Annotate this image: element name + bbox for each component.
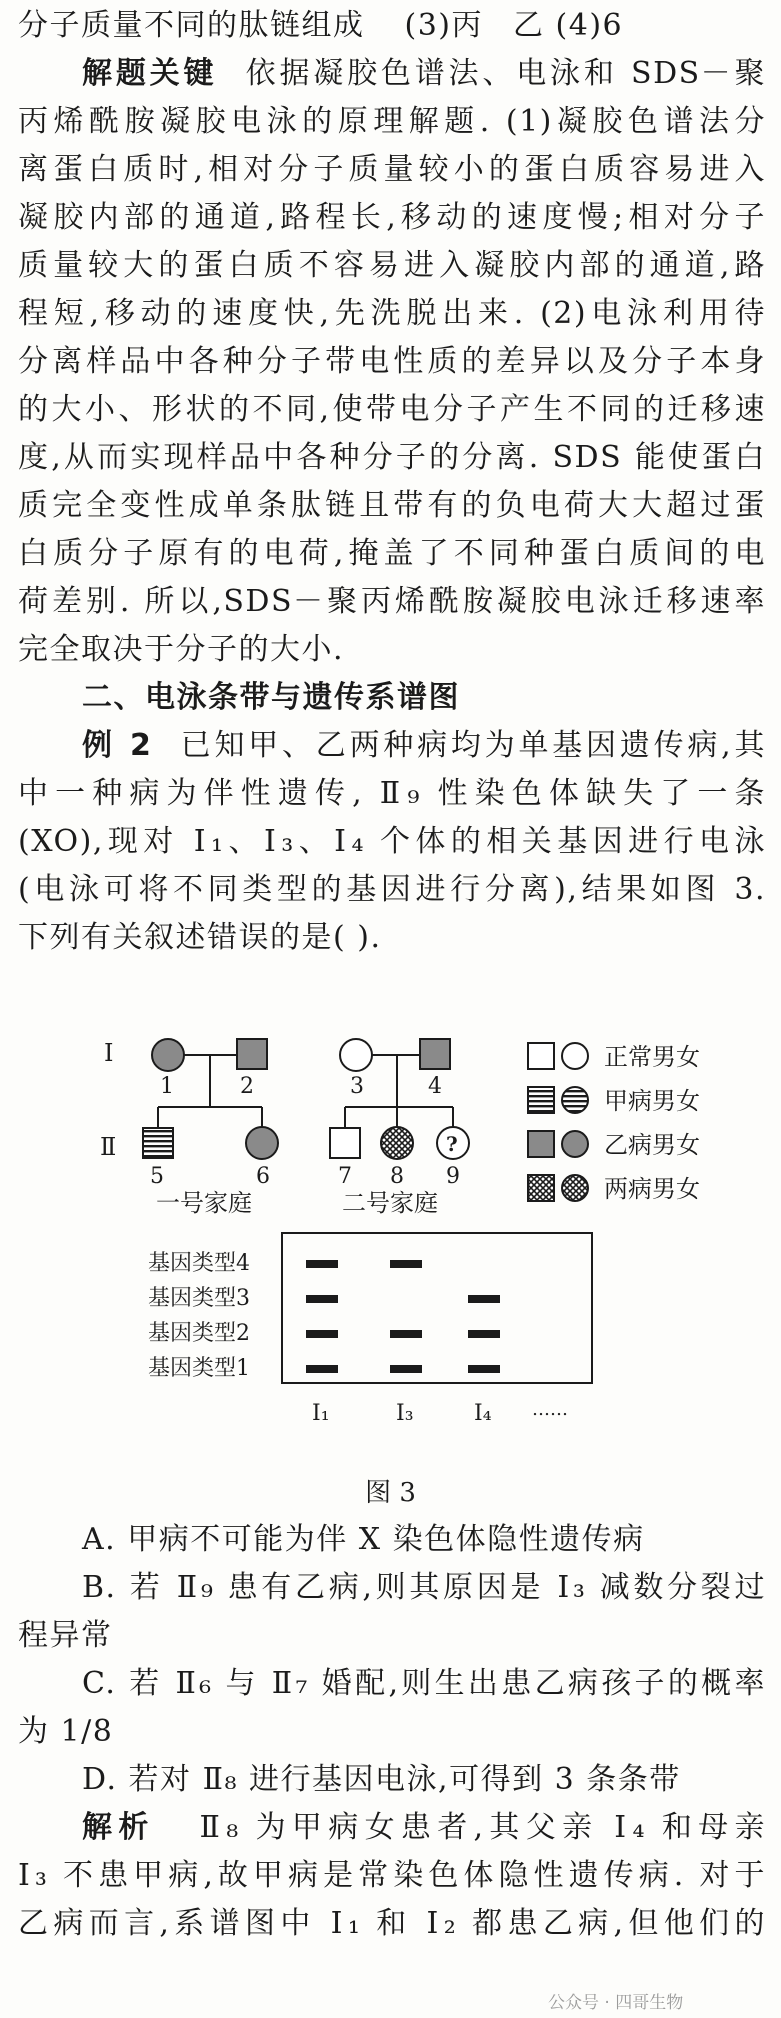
option-b-cont: 程异常 — [18, 1618, 113, 1653]
text-line — [18, 4, 766, 48]
gel-band — [390, 1260, 422, 1268]
text-line: 中一种病为伴性遗传, Ⅱ₉ 性染色体缺失了一条 — [18, 776, 766, 811]
text-line — [82, 52, 766, 96]
text-line: 乙病而言,系谱图中 Ⅰ₁ 和 Ⅰ₂ 都患乙病,但他们的 — [18, 1906, 766, 1941]
legend-both-diseases-male-icon — [528, 1175, 554, 1201]
text-line: 质量较大的蛋白质不容易进入凝胶内部的通道,路 — [18, 248, 766, 283]
individual-II7 — [330, 1128, 360, 1158]
text-span: Ⅱ₈ 为甲病女患者,其父亲 Ⅰ₄ 和母亲 — [194, 1810, 766, 1845]
option-c: C. 若 Ⅱ₆ 与 Ⅱ₇ 婚配,则生出患乙病孩子的概率 — [82, 1666, 766, 1701]
legend-disease-b-female-icon — [562, 1131, 588, 1157]
id-label: 3 — [350, 1074, 364, 1099]
option-b: B. 若 Ⅱ₉ 患有乙病,则其原因是 Ⅰ₃ 减数分裂过 — [82, 1570, 766, 1605]
key-heading: 解题关键 — [82, 56, 218, 91]
legend-label: 两病男女 — [604, 1175, 700, 1203]
figure-caption: 图 3 — [365, 1478, 416, 1508]
id-label: 1 — [160, 1074, 174, 1099]
legend-label: 甲病男女 — [604, 1087, 700, 1115]
id-label: 2 — [240, 1074, 254, 1099]
individual-I3 — [340, 1039, 372, 1071]
electrophoresis-gel — [148, 1233, 592, 1426]
gel-band — [306, 1295, 338, 1303]
text-span: 乙 (4)6 — [513, 8, 624, 43]
gel-lane-label: Ⅰ₃ — [396, 1401, 414, 1426]
text-line: 完全取决于分子的大小. — [18, 632, 345, 667]
gel-band — [468, 1295, 500, 1303]
text-line: (XO),现对 Ⅰ₁、Ⅰ₃、Ⅰ₄ 个体的相关基因进行电泳 — [18, 824, 766, 859]
legend-label: 正常男女 — [604, 1043, 700, 1071]
gel-band — [306, 1260, 338, 1268]
text-line: (电泳可将不同类型的基因进行分离),结果如图 3. — [18, 872, 766, 907]
text-line: 荷差别. 所以,SDS－聚丙烯酰胺凝胶电泳迁移速率 — [18, 584, 766, 619]
gel-lane-label: …… — [532, 1399, 568, 1420]
gel-row-label: 基因类型3 — [148, 1286, 250, 1311]
legend-normal-female-icon — [562, 1043, 588, 1069]
text-line: 分离样品中各种分子带电性质的差异以及分子本身 — [18, 344, 766, 379]
individual-I1 — [152, 1039, 184, 1071]
id-label: 4 — [428, 1074, 442, 1099]
text-line: Ⅰ₃ 不患甲病,故甲病是常染色体隐性遗传病. 对于 — [18, 1858, 766, 1893]
text-span: (3)丙 — [404, 8, 483, 43]
gel-lane-label: Ⅰ₁ — [312, 1401, 330, 1426]
legend — [528, 1043, 700, 1203]
text-line: 离蛋白质时,相对分子质量较小的蛋白质容易进入 — [18, 152, 766, 187]
text-line: 度,从而实现样品中各种分子的分离. SDS 能使蛋白 — [18, 440, 766, 475]
text-line: 的大小、形状的不同,使带电分子产生不同的迁移速 — [18, 392, 766, 427]
legend-label: 乙病男女 — [604, 1131, 700, 1159]
id-label: 5 — [150, 1164, 164, 1189]
id-label: 7 — [338, 1164, 352, 1189]
individual-II5 — [143, 1128, 173, 1158]
unknown-mark: ? — [446, 1132, 458, 1156]
text-line — [82, 1806, 766, 1850]
family-1-label: 一号家庭 — [156, 1189, 252, 1217]
option-d: D. 若对 Ⅱ₈ 进行基因电泳,可得到 3 条条带 — [82, 1762, 681, 1797]
option-a: A. 甲病不可能为伴 X 染色体隐性遗传病 — [82, 1522, 645, 1557]
example-label: 例 2 — [82, 728, 153, 763]
pedigree-figure — [0, 1035, 781, 1475]
id-label: 8 — [390, 1164, 404, 1189]
gel-band — [390, 1330, 422, 1338]
text-span: 依据凝胶色谱法、电泳和 SDS－聚 — [243, 56, 766, 91]
generation-label-2: Ⅱ — [100, 1133, 117, 1161]
family-1-pedigree — [143, 1039, 278, 1217]
text-line: 白质分子原有的电荷,掩盖了不同种蛋白质间的电 — [18, 536, 766, 571]
individual-I2 — [237, 1039, 267, 1069]
id-label: 9 — [446, 1164, 460, 1189]
id-label: 6 — [256, 1164, 270, 1189]
text-span: 分子质量不同的肽链组成 — [18, 8, 365, 43]
gel-lane-label: Ⅰ₄ — [474, 1401, 492, 1426]
gel-band — [468, 1365, 500, 1373]
gel-row-label: 基因类型2 — [148, 1321, 250, 1346]
family-2-label: 二号家庭 — [342, 1189, 438, 1217]
text-line: 凝胶内部的通道,路程长,移动的速度慢;相对分子 — [18, 200, 766, 235]
family-2-pedigree — [330, 1039, 469, 1217]
legend-both-diseases-female-icon — [562, 1175, 588, 1201]
legend-normal-male-icon — [528, 1043, 554, 1069]
individual-II6 — [246, 1127, 278, 1159]
section-heading: 二、电泳条带与遗传系谱图 — [82, 680, 460, 715]
text-line — [82, 724, 766, 768]
option-c-cont: 为 1/8 — [18, 1714, 114, 1749]
legend-disease-a-male-icon — [528, 1087, 554, 1113]
text-span: 已知甲、乙两种病均为单基因遗传病,其 — [178, 728, 766, 763]
text-line: 质完全变性成单条肽链且带有的负电荷大大超过蛋 — [18, 488, 766, 523]
gel-row-label: 基因类型4 — [148, 1251, 250, 1276]
gel-band — [306, 1365, 338, 1373]
gel-band — [306, 1330, 338, 1338]
individual-II8 — [381, 1127, 413, 1159]
gel-frame — [282, 1233, 592, 1383]
gel-row-label: 基因类型1 — [148, 1356, 250, 1381]
analysis-label: 解析 — [82, 1810, 155, 1845]
text-line: 丙烯酰胺凝胶电泳的原理解题. (1)凝胶色谱法分 — [18, 104, 766, 139]
individual-I4 — [420, 1039, 450, 1069]
text-line: 程短,移动的速度快,先洗脱出来. (2)电泳利用待 — [18, 296, 766, 331]
gel-band — [468, 1330, 500, 1338]
watermark: 公众号 · 四哥生物 — [548, 1993, 684, 2013]
legend-disease-a-female-icon — [562, 1087, 588, 1113]
text-line: 下列有关叙述错误的是( ). — [18, 920, 382, 955]
legend-disease-b-male-icon — [528, 1131, 554, 1157]
gel-band — [390, 1365, 422, 1373]
generation-label-1: Ⅰ — [104, 1039, 114, 1067]
